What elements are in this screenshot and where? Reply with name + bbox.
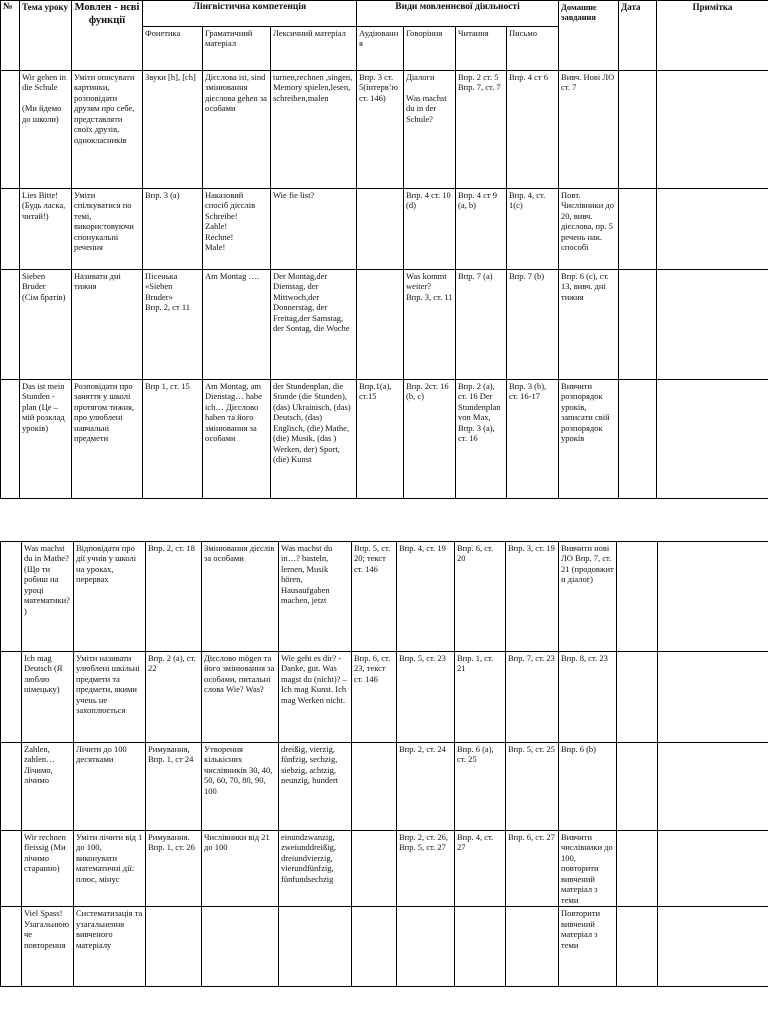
cell-speech-text: Лічити до 100 десятками xyxy=(76,744,127,765)
cell-topic xyxy=(20,270,72,380)
cell-speaking-text: Діалоги Was machst du in der Schule? xyxy=(406,72,447,124)
cell-phonetics xyxy=(146,652,202,743)
cell-writing-text: Впр. 7 (b) xyxy=(509,271,545,281)
header-write: Письмо xyxy=(507,27,559,71)
cell-phonetics xyxy=(143,380,203,499)
cell-lexis-text: dreißig, vierzig, fünfzig, sechzig, siebzig, achtzig, neunzig, hundert xyxy=(281,744,339,786)
cell-writing-text: Впр. 3, ст. 19 xyxy=(508,543,555,553)
cell-note xyxy=(658,542,768,652)
cell-date xyxy=(619,270,657,380)
cell-grammar-text: Дієслова ist, sind змінювання дієслова gehen за особами xyxy=(205,72,267,114)
cell-speaking xyxy=(397,542,455,652)
cell-speaking-text: Впр. 4, ст. 19 xyxy=(399,543,446,553)
cell-phonetics-text: Впр. 3 (а) xyxy=(145,190,180,200)
cell-phonetics-text: Римування, Впр. 1, ст 24 xyxy=(148,744,194,765)
header-lex: Лексичний матеріал xyxy=(271,27,357,71)
table-row xyxy=(1,189,768,270)
table-1-body xyxy=(1,71,768,499)
cell-speech xyxy=(72,189,143,270)
cell-homework-text: Вивчити нові ЛО Впр. 7, ст. 21 (продовжит и діалог) xyxy=(561,543,614,585)
cell-speech-text: Уміти лічити від 1 до 100, виконувати математичні дії: плюс, мінус xyxy=(76,832,143,884)
cell-topic-text: Ich mag Deutsch (Я люблю німецьку) xyxy=(24,653,63,695)
cell-reading xyxy=(456,71,507,189)
cell-phonetics xyxy=(146,831,202,907)
cell-speech xyxy=(74,831,146,907)
header-num: № xyxy=(1,1,20,71)
header-homework: Домашнє завдання xyxy=(559,1,619,71)
cell-speaking-text: Was kommt weiter? Впр. 3, ст. 11 xyxy=(406,271,453,302)
cell-lexis xyxy=(279,743,352,831)
cell-speech-text: Уміти називати улюблені шкільні предмети та предмети, якими учень не захоплюється xyxy=(76,653,140,716)
cell-writing-text: Впр. 5, ст. 25 xyxy=(508,744,555,754)
cell-note xyxy=(658,831,768,907)
cell-num xyxy=(1,270,20,380)
cell-homework xyxy=(559,380,619,499)
cell-reading-text: Впр. 7 (a) xyxy=(458,271,493,281)
cell-date xyxy=(617,652,658,743)
cell-date xyxy=(617,743,658,831)
cell-topic xyxy=(22,652,74,743)
cell-speaking xyxy=(397,907,455,987)
cell-date xyxy=(619,189,657,270)
cell-homework-text: Вивчити розпорядок уроків, записати свій розпорядок уроків xyxy=(561,381,610,444)
cell-speaking xyxy=(404,189,456,270)
cell-topic xyxy=(22,831,74,907)
cell-speaking-text: Впр. 5, ст. 23 xyxy=(399,653,446,663)
cell-topic-text: Viel Spass! Узагальнююче повторення xyxy=(24,908,70,950)
cell-lexis-text: Wie geht es dir? - Danke, gut. Was magst du (nicht)? – Ich mag Kunst. Ich mag Werken nicht. xyxy=(281,653,347,705)
cell-reading-text: Впр. 6, ст. 20 xyxy=(457,543,494,564)
header-note: Примітка xyxy=(657,1,768,71)
cell-grammar xyxy=(202,652,279,743)
cell-homework xyxy=(559,542,617,652)
cell-date xyxy=(619,71,657,189)
cell-speech xyxy=(72,380,143,499)
cell-lexis-text: Wie fie list? xyxy=(273,190,315,200)
cell-writing xyxy=(506,652,559,743)
cell-grammar xyxy=(202,743,279,831)
header-aud: Аудіювання xyxy=(357,27,404,71)
cell-speaking xyxy=(397,652,455,743)
cell-lexis xyxy=(271,270,357,380)
cell-phonetics-text: Впр. 2, ст. 18 xyxy=(148,543,195,553)
cell-writing xyxy=(507,71,559,189)
cell-topic xyxy=(22,907,74,987)
cell-speech xyxy=(74,743,146,831)
cell-lexis-text: Was machst du in…? basteln, lernen, Musik hören, Hausaufgaben machen, jetzt xyxy=(281,543,333,606)
cell-speaking-text: Впр. 2ст. 16 (b, c) xyxy=(406,381,449,402)
cell-grammar-text: Числівники від 21 до 100 xyxy=(204,832,270,853)
cell-reading-text: Впр. 6 (a), ст. 25 xyxy=(457,744,494,765)
cell-note xyxy=(658,907,768,987)
table-row xyxy=(1,652,768,743)
cell-lexis xyxy=(279,831,352,907)
cell-topic xyxy=(22,542,74,652)
cell-writing-text: Впр. 4 ст 6 xyxy=(509,72,548,82)
cell-speech xyxy=(72,270,143,380)
cell-num xyxy=(1,71,20,189)
header-speech xyxy=(72,1,143,71)
cell-homework xyxy=(559,189,619,270)
cell-homework-text: Вивчити числівники до 100, повторити вивчений матеріал з теми xyxy=(561,832,613,905)
cell-speaking-text: Впр. 4 ст. 10 (d) xyxy=(406,190,451,211)
cell-phonetics-text: Пісенька «Sieben Bruder» Впр. 2, ст 11 xyxy=(145,271,191,313)
cell-writing xyxy=(506,743,559,831)
cell-writing-text: Впр. 4, ст. 1(c) xyxy=(509,190,546,211)
cell-topic-text: Sieben Bruder (Сім братів) xyxy=(22,271,66,302)
cell-num xyxy=(1,652,22,743)
cell-date xyxy=(617,831,658,907)
header-phon: Фонетика xyxy=(143,27,203,71)
cell-grammar-text: Дієслово mögen та його змінювання за особами, питальні слова Wie? Was? xyxy=(204,653,275,695)
cell-num xyxy=(1,743,22,831)
cell-speaking-text: Впр. 2, ст. 24 xyxy=(399,744,446,754)
cell-lexis-text: Der Montag,der Dienstag, der Mittwoch,der Donnerstag, der Freitag,der Samstag, der Sontag, die Woche xyxy=(273,271,350,334)
cell-lexis-text: einundzwanzig, zweiunddreißig, dreiundvierzig, vierundfünfzig, fünfundsechzig xyxy=(281,832,336,884)
cell-listening xyxy=(357,380,404,499)
cell-reading xyxy=(455,831,506,907)
cell-writing xyxy=(507,380,559,499)
cell-speech-text: Розповідати про заняття у школі протягом тижня, про улюблені навчальні предмети xyxy=(74,381,135,444)
cell-homework xyxy=(559,907,617,987)
cell-writing-text: Впр. 6, ст. 27 xyxy=(508,832,555,842)
cell-date xyxy=(617,907,658,987)
cell-lexis xyxy=(271,189,357,270)
cell-writing xyxy=(506,831,559,907)
cell-phonetics-text: Звуки [h], [ch] xyxy=(145,72,196,82)
cell-listening xyxy=(352,743,397,831)
cell-speaking xyxy=(397,743,455,831)
cell-reading xyxy=(456,270,507,380)
cell-note xyxy=(658,743,768,831)
cell-topic-text: Wir rechnen fleissig (Ми лічимо старанно) xyxy=(24,832,66,874)
cell-listening xyxy=(357,270,404,380)
cell-lexis xyxy=(271,380,357,499)
cell-reading-text: Впр. 4 ст 9 (a, b) xyxy=(458,190,497,211)
table-row xyxy=(1,743,768,831)
header-date: Дата xyxy=(619,1,657,71)
cell-homework xyxy=(559,270,619,380)
cell-reading xyxy=(455,652,506,743)
header-speak: Говоріння xyxy=(404,27,456,71)
lesson-plan-table-1 xyxy=(0,0,768,499)
cell-listening xyxy=(352,907,397,987)
cell-grammar-text: Am Montag, am Dienstag… habe ich… Дієслово haben та його змінювання за особами xyxy=(205,381,262,444)
cell-reading xyxy=(456,189,507,270)
header-ling: Лінгвістична компетенція xyxy=(143,1,357,27)
header-row-1 xyxy=(1,1,768,27)
cell-reading xyxy=(455,542,506,652)
cell-phonetics xyxy=(146,743,202,831)
cell-grammar-text: Наказовий спосіб дієслів Schreibe! Zahle! Rechne! Male! xyxy=(205,190,256,253)
cell-grammar xyxy=(202,542,279,652)
cell-phonetics-text: Впр 1, ст. 15 xyxy=(145,381,190,391)
cell-grammar-text: Змінювання дієслів за особами xyxy=(204,543,275,564)
header-topic xyxy=(20,1,72,71)
cell-homework-text: Впр. 6 (b) xyxy=(561,744,597,754)
cell-homework-text: Вивч. Нові ЛО ст. 7 xyxy=(561,72,615,93)
cell-topic-text: Wir gehen in die Schule (Ми йдемо до школи) xyxy=(22,72,67,124)
table-row xyxy=(1,380,768,499)
header-speech-text: Мовлен - нєві функції xyxy=(74,2,140,26)
cell-speech-text: Систематизація та узагальнення вивченого матеріалу xyxy=(76,908,143,950)
table-row xyxy=(1,907,768,987)
table-row xyxy=(1,831,768,907)
cell-homework xyxy=(559,743,617,831)
cell-writing xyxy=(506,542,559,652)
cell-listening xyxy=(352,652,397,743)
cell-listening-text: Впр. 6, ст. 23, текст ст. 146 xyxy=(354,653,391,684)
cell-grammar xyxy=(203,189,271,270)
cell-reading-text: Впр. 2 ст. 5 Впр. 7, ст. 7 xyxy=(458,72,501,93)
cell-writing-text: Впр. 7, ст. 23 xyxy=(508,653,555,663)
cell-topic xyxy=(22,743,74,831)
cell-reading-text: Впр. 2 (a), ст. 16 Der Stundenplan von Max, Впр. 3 (a), ст. 16 xyxy=(458,381,501,444)
cell-num xyxy=(1,380,20,499)
cell-speech-text: Уміти описувати картинки, розповідати друзям про себе, представляти своїх друзів, однокласників xyxy=(74,72,135,145)
cell-grammar xyxy=(203,71,271,189)
cell-grammar xyxy=(202,831,279,907)
cell-lexis xyxy=(271,71,357,189)
cell-grammar xyxy=(203,380,271,499)
cell-grammar xyxy=(202,907,279,987)
cell-phonetics xyxy=(143,270,203,380)
cell-lexis-text: der Stundenplan, die Stunde (die Stunden), (das) Ukrainisch, (das) Deutsch, (das) Englisch, (die) Mathe, (die) Musik, (das ) Werken, der) Sport,(die) Kunst xyxy=(273,381,351,465)
cell-phonetics-text: Впр. 2 (a), ст. 22 xyxy=(148,653,196,674)
header-gram: Граматичний матеріал xyxy=(203,27,271,71)
cell-phonetics xyxy=(146,907,202,987)
cell-num xyxy=(1,542,22,652)
cell-topic-text: Was machst du in Mathe? (Що ти робиш на уроці математики?) xyxy=(24,543,70,616)
cell-topic-text: Lies Bitte! (Будь ласка, читай!) xyxy=(22,190,66,221)
table-row xyxy=(1,270,768,380)
cell-note xyxy=(657,380,768,499)
cell-writing xyxy=(506,907,559,987)
cell-date xyxy=(619,380,657,499)
header-kinds: Види мовленнєвої діяльності xyxy=(357,1,559,27)
cell-reading xyxy=(455,907,506,987)
cell-speech-text: Уміти спілкуватися по темі, використовуючи спонукальні речення xyxy=(74,190,134,253)
cell-topic xyxy=(20,189,72,270)
cell-listening xyxy=(357,71,404,189)
cell-listening xyxy=(357,189,404,270)
cell-speaking xyxy=(404,380,456,499)
cell-listening-text: Впр.1(a), ст.15 xyxy=(359,381,392,402)
cell-topic xyxy=(20,380,72,499)
cell-writing-text: Впр. 3 (b), ст. 16-17 xyxy=(509,381,547,402)
cell-phonetics xyxy=(143,71,203,189)
cell-topic-text: Das ist mein Stunden - plan (Це – мій розклад уроків) xyxy=(22,381,65,433)
table-row xyxy=(1,71,768,189)
cell-grammar-text: Утворення кількісних числівників 30, 40, 50, 60, 70, 80, 90, 100 xyxy=(204,744,273,796)
cell-note xyxy=(657,270,768,380)
cell-listening-text: Впр. 5, ст. 20; текст ст. 146 xyxy=(354,543,391,574)
cell-num xyxy=(1,831,22,907)
cell-grammar xyxy=(203,270,271,380)
cell-num xyxy=(1,907,22,987)
cell-num xyxy=(1,189,20,270)
cell-lexis xyxy=(279,652,352,743)
cell-homework xyxy=(559,831,617,907)
cell-note xyxy=(657,71,768,189)
cell-listening-text: Впр. 3 ст. 5(інтерв’ю ст. 146) xyxy=(359,72,398,103)
cell-reading-text: Впр. 1, ст. 21 xyxy=(457,653,494,674)
cell-homework xyxy=(559,71,619,189)
cell-lexis xyxy=(279,542,352,652)
cell-homework-text: Впр. 8, ст. 23 xyxy=(561,653,608,663)
cell-writing xyxy=(507,270,559,380)
cell-homework-text: Впр. 6 (c), ст. 13, вивч. дні тижня xyxy=(561,271,609,302)
cell-date xyxy=(617,542,658,652)
cell-note xyxy=(658,652,768,743)
cell-speech xyxy=(74,542,146,652)
cell-homework-text: Повт. Числівники до 20, вивч. дієслова, пр. 5 речень нак. способі xyxy=(561,190,614,253)
cell-speaking xyxy=(404,270,456,380)
cell-note xyxy=(657,189,768,270)
header-topic-text: Тема уроку xyxy=(22,2,69,12)
cell-speech-text: Відповідати про дії учнів у школі на уроках, перервах xyxy=(76,543,137,585)
cell-reading xyxy=(455,743,506,831)
cell-homework-text: Повторити вивчений матеріал з теми xyxy=(561,908,601,950)
cell-reading-text: Впр. 4, ст. 27 xyxy=(457,832,494,853)
cell-speech-text: Називати дні тижня xyxy=(74,271,121,292)
table-2-body xyxy=(1,542,768,987)
cell-speaking-text: Впр. 2, ст. 26, Впр. 5, ст. 27 xyxy=(399,832,448,853)
table-row xyxy=(1,542,768,652)
cell-homework xyxy=(559,652,617,743)
cell-listening xyxy=(352,831,397,907)
cell-writing xyxy=(507,189,559,270)
cell-speech xyxy=(72,71,143,189)
cell-reading xyxy=(456,380,507,499)
cell-grammar-text: Am Montag …. xyxy=(205,271,260,281)
cell-speech xyxy=(74,652,146,743)
cell-topic-text: Zahlen, zahlen… Лічимо, лічимо xyxy=(24,744,55,786)
cell-lexis xyxy=(279,907,352,987)
cell-phonetics xyxy=(146,542,202,652)
cell-phonetics-text: Римування. Впр. 1, ст. 26 xyxy=(148,832,195,853)
cell-speech xyxy=(74,907,146,987)
cell-phonetics xyxy=(143,189,203,270)
cell-speaking xyxy=(404,71,456,189)
header-read: Читання xyxy=(456,27,507,71)
lesson-plan-table-2 xyxy=(0,541,768,987)
cell-topic xyxy=(20,71,72,189)
cell-listening xyxy=(352,542,397,652)
cell-lexis-text: turnen,rechnen ,singen, Memory spielen,lesen, schreiben,malen xyxy=(273,72,353,103)
cell-speaking xyxy=(397,831,455,907)
